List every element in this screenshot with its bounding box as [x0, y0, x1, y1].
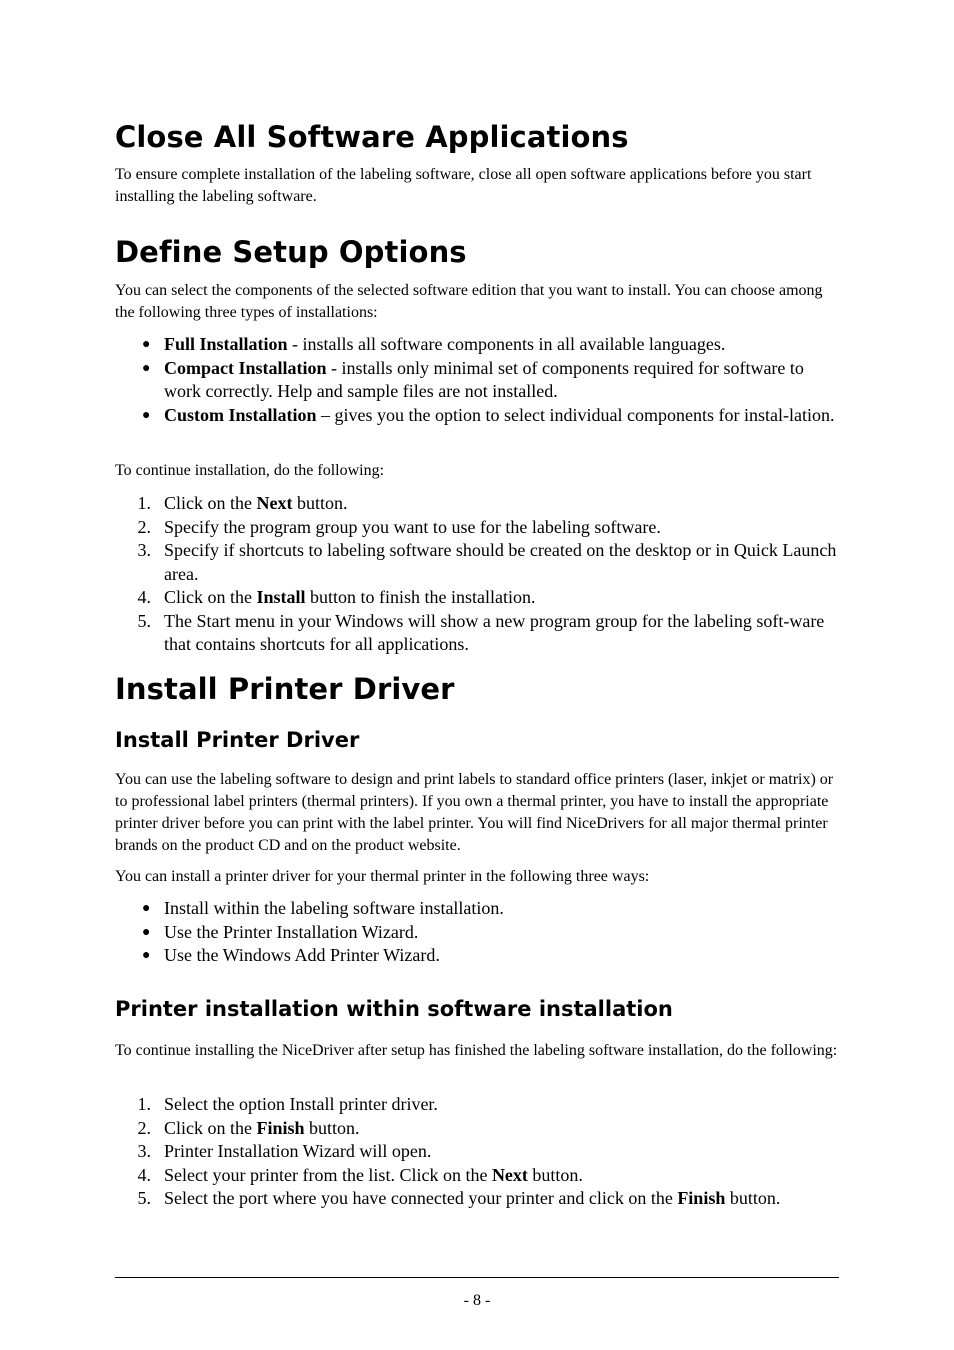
- step-text: button.: [725, 1188, 781, 1208]
- bullet-icon: ●: [142, 924, 151, 940]
- step-text: Printer Installation Wizard will open.: [164, 1141, 432, 1161]
- list-item: [115, 492, 839, 516]
- subheading-install-printer-driver: Install Printer Driver: [115, 728, 360, 752]
- option-description: - installs all software components in all available languages.: [287, 334, 726, 354]
- step-text: button to finish the installation.: [305, 587, 536, 607]
- list-item: [115, 921, 839, 945]
- step-text: Click on the: [164, 493, 257, 513]
- step-number: 1.: [137, 493, 151, 513]
- setup-options-intro: You can select the components of the selected software edition that you want to install. You can choose among the following three types of installations:: [115, 282, 823, 321]
- step-number: 5.: [137, 610, 151, 631]
- page-number: - 8 -: [463, 1292, 491, 1309]
- step-text: button.: [527, 1164, 583, 1185]
- option-name: Full Installation: [164, 334, 288, 354]
- step-number: 3.: [137, 1141, 151, 1161]
- bullet-icon: ●: [142, 360, 151, 376]
- list-item: [115, 539, 839, 586]
- step-button-name: Next: [491, 1164, 528, 1185]
- list-item: [115, 404, 839, 428]
- list-item: [115, 897, 839, 921]
- step-text: Specify if shortcuts to labeling software should be created on the desktop or in Quick Launch area.: [164, 540, 837, 584]
- step-text: Click on the: [164, 1117, 257, 1138]
- step-number: 4.: [137, 587, 151, 607]
- step-number: 1.: [137, 1094, 151, 1114]
- list-item: [115, 1187, 839, 1211]
- step-text: The Start menu in your Windows will show a new program group for the labeling soft-ware that contains shortcuts for all applications.: [164, 610, 825, 654]
- list-item: [115, 944, 839, 968]
- list-item: [115, 333, 839, 357]
- option-description: - installs only minimal set of components required for software to work correctly. Help and sample files are not installed.: [164, 357, 804, 401]
- step-text: Click on the: [164, 587, 257, 607]
- step-button-name: Finish: [256, 1117, 305, 1138]
- installation-steps-list: [115, 492, 839, 657]
- continue-instruction: To continue installation, do the following:: [115, 462, 385, 479]
- printer-driver-paragraph: You can use the labeling software to design and print labels to standard office printers (laser, inkjet or matrix) or to professional label printers (thermal printers). If you own a thermal printer, you have to install the appropriate printer driver before you can print with the label printer. You will find NiceDrivers for all major thermal printer brands on the product CD and on the product website.: [115, 771, 834, 854]
- step-button-name: Finish: [677, 1188, 726, 1208]
- step-text: Select the option Install printer driver.: [164, 1094, 438, 1114]
- printer-driver-ways-intro: You can install a printer driver for your thermal printer in the following three ways:: [115, 868, 650, 885]
- step-text: Select your printer from the list. Click on the: [164, 1164, 492, 1185]
- way-text: Use the Printer Installation Wizard.: [164, 921, 419, 942]
- step-number: 4.: [137, 1164, 151, 1185]
- step-text: button.: [292, 493, 348, 513]
- step-number: 2.: [137, 1117, 151, 1138]
- list-item: [115, 610, 839, 657]
- list-item: [115, 516, 839, 540]
- way-text: Install within the labeling software installation.: [164, 898, 504, 918]
- heading-setup-options: Define Setup Options: [115, 235, 467, 269]
- printer-driver-ways-list: [115, 897, 839, 968]
- printer-within-software-paragraph: To continue installing the NiceDriver after setup has finished the labeling software installation, do the following:: [115, 1042, 838, 1059]
- list-item: [115, 586, 839, 610]
- heading-install-printer-driver: Install Printer Driver: [115, 672, 455, 706]
- option-name: Compact Installation: [164, 357, 327, 378]
- list-item: [115, 357, 839, 404]
- step-text: Select the port where you have connected your printer and click on the: [164, 1188, 678, 1208]
- list-item: [115, 1164, 839, 1188]
- footer-divider: [115, 1277, 839, 1278]
- step-button-name: Next: [256, 493, 293, 513]
- step-number: 3.: [137, 540, 151, 560]
- way-text: Use the Windows Add Printer Wizard.: [164, 945, 440, 965]
- list-item: [115, 1140, 839, 1164]
- subheading-printer-within-software: Printer installation within software installation: [115, 997, 673, 1021]
- step-number: 5.: [137, 1188, 151, 1208]
- step-number: 2.: [137, 516, 151, 537]
- bullet-icon: ●: [142, 407, 151, 423]
- list-item: [115, 1093, 839, 1117]
- close-apps-paragraph: To ensure complete installation of the labeling software, close all open software applications before you start installing the labeling software.: [115, 166, 812, 205]
- step-text: Specify the program group you want to use for the labeling software.: [164, 516, 661, 537]
- step-text: button.: [304, 1117, 360, 1138]
- bullet-icon: ●: [142, 337, 151, 352]
- installation-types-list: [115, 333, 839, 427]
- heading-close-apps: Close All Software Applications: [115, 120, 629, 154]
- bullet-icon: ●: [142, 948, 151, 963]
- printer-install-steps-list: [115, 1093, 839, 1211]
- option-name: Custom Installation: [164, 404, 317, 425]
- list-item: [115, 1117, 839, 1141]
- step-button-name: Install: [256, 587, 306, 607]
- option-description: – gives you the option to select individual components for instal-lation.: [316, 404, 835, 425]
- bullet-icon: ●: [142, 901, 151, 916]
